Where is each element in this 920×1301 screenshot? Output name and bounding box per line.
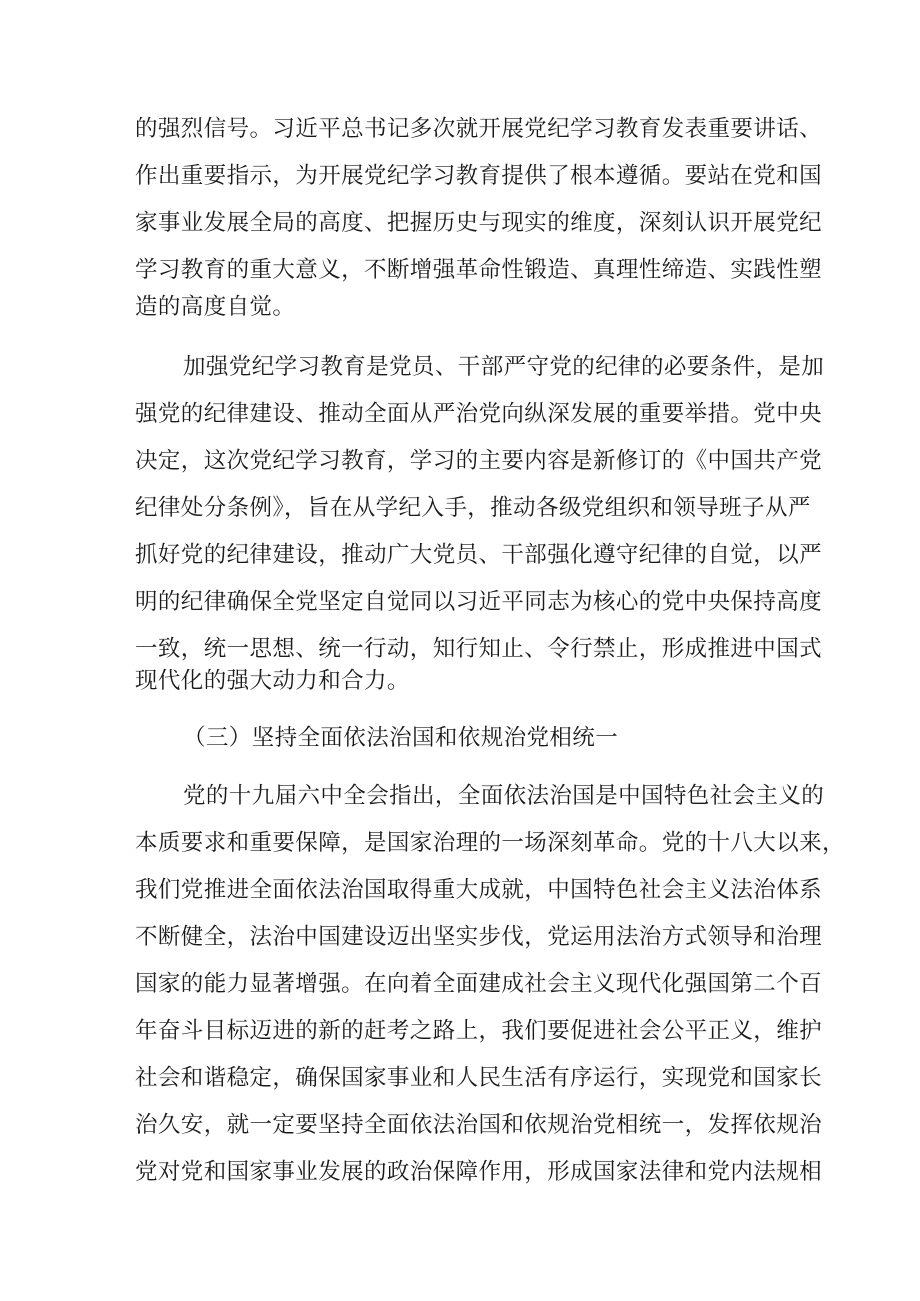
paragraph-3-line-2: 本质要求和重要保障，是国家治理的一场深刻革命。党的十八大以来，	[135, 830, 845, 856]
paragraph-1-line-1: 的强烈信号。习近平总书记多次就开展党纪学习教育发表重要讲话、	[135, 116, 823, 142]
paragraph-3-line-3: 我们党推进全面依法治国取得重大成就，中国特色社会主义法治体系	[135, 877, 823, 903]
paragraph-1-line-2: 作出重要指示，为开展党纪学习教育提供了根本遵循。要站在党和国	[135, 163, 823, 189]
section-heading: （三）坚持全面依法治国和依规治党相统一	[183, 725, 619, 751]
paragraph-2-line-3: 决定，这次党纪学习教育，学习的主要内容是新修订的《中国共产党	[135, 448, 823, 474]
paragraph-1-line-4: 学习教育的重大意义，不断增强革命性锻造、真理性缔造、实践性塑	[135, 257, 823, 283]
paragraph-3-line-1: 党的十九届六中全会指出，全面依法治国是中国特色社会主义的	[183, 783, 825, 809]
paragraph-2-line-6: 明的纪律确保全党坚定自觉同以习近平同志为核心的党中央保持高度	[135, 589, 823, 615]
paragraph-3-line-5: 国家的能力显著增强。在向着全面建成社会主义现代化强国第二个百	[135, 971, 823, 997]
paragraph-2-line-1: 加强党纪学习教育是党员、干部严守党的纪律的必要条件，是加	[183, 354, 825, 380]
paragraph-3-line-4: 不断健全，法治中国建设迈出坚实步伐，党运用法治方式领导和治理	[135, 924, 823, 950]
paragraph-2-line-2: 强党的纪律建设、推动全面从严治党向纵深发展的重要举措。党中央	[135, 401, 823, 427]
paragraph-3-line-8: 治久安，就一定要坚持全面依法治国和依规治党相统一，发挥依规治	[135, 1112, 823, 1138]
paragraph-3-line-9: 党对党和国家事业发展的政治保障作用，形成国家法律和党内法规相	[135, 1159, 823, 1185]
paragraph-2-line-7: 一致，统一思想、统一行动，知行知止、令行禁止，形成推进中国式	[135, 636, 823, 662]
paragraph-3-line-7: 社会和谐稳定，确保国家事业和人民生活有序运行，实现党和国家长	[135, 1065, 823, 1091]
paragraph-1-line-5: 造的高度自觉。	[135, 294, 296, 320]
paragraph-2-line-4: 纪律处分条例》，旨在从学纪入手，推动各级党组织和领导班子从严	[135, 495, 811, 521]
paragraph-2-line-8: 现代化的强大动力和合力。	[135, 668, 410, 694]
paragraph-1-line-3: 家事业发展全局的高度、把握历史与现实的维度，深刻认识开展党纪	[135, 210, 823, 236]
paragraph-3-line-6: 年奋斗目标迈进的新的赶考之路上，我们要促进社会公平正义，维护	[135, 1018, 823, 1044]
paragraph-2-line-5: 抓好党的纪律建设，推动广大党员、干部强化遵守纪律的自觉，以严	[135, 542, 823, 568]
